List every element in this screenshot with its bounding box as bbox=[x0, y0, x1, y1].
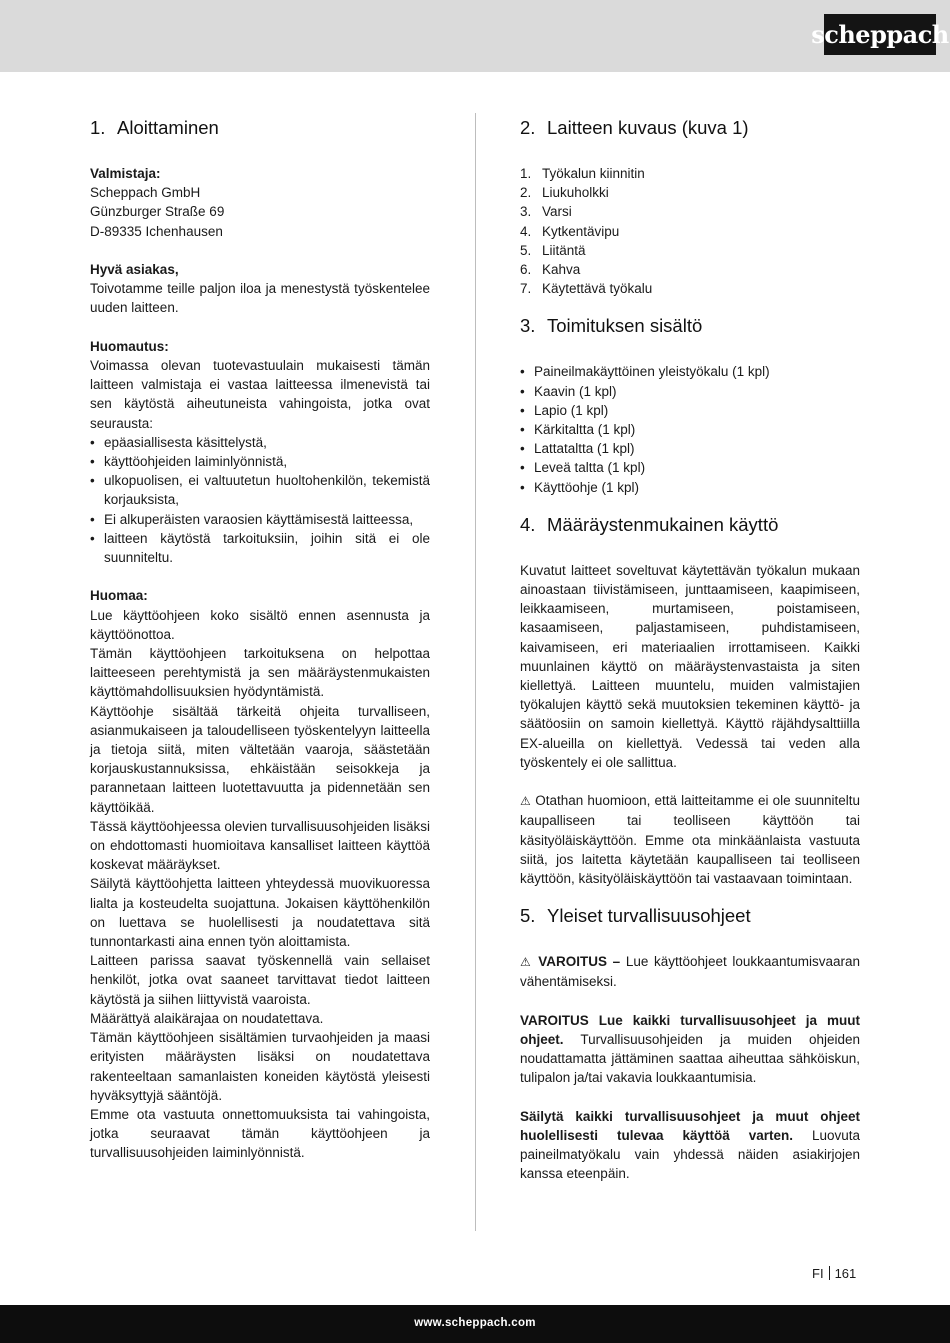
read-instructions-paragraph: VAROITUS Lue kaikki turvallisuusohjeet ja muut ohjeet. Turvallisuusohjeiden ja muiden ohjeiden noudattamatta jättäminen saattaa aiheuttaa sähköiskun, tulipalon ja/tai vakavia loukkaantumisia. bbox=[520, 1012, 860, 1086]
list-item: • laitteen käytöstä tarkoituksiin, joihin sitä ei ole suunniteltu. bbox=[90, 529, 430, 567]
notice-heading: Huomautus: bbox=[90, 338, 169, 354]
footer-url[interactable]: www.scheppach.com bbox=[414, 1317, 536, 1329]
list-item: 2. Liukuholkki bbox=[520, 185, 609, 201]
list-item: • Kärkitaltta (1 kpl) bbox=[520, 420, 860, 439]
note-paragraph: Määrättyä alaikärajaa on noudatettava. bbox=[90, 1010, 324, 1026]
notice-text: Voimassa olevan tuotevastuulain mukaisesti tämän laitteen valmistaja ei vastaa laitteessa ilmenevistä tai sen käytöstä aiheutuneista vahingoista, jotka ovat seurausta: bbox=[90, 358, 430, 431]
section-3-heading: 3. Toimituksen sisältö bbox=[520, 315, 703, 337]
list-item: • Kaavin (1 kpl) bbox=[520, 382, 860, 401]
footer-bar bbox=[0, 1305, 950, 1343]
left-column bbox=[90, 116, 430, 1163]
delivery-list bbox=[520, 362, 860, 496]
list-item: • Leveä taltta (1 kpl) bbox=[520, 458, 860, 477]
dear-customer-heading: Hyvä asiakas, bbox=[90, 262, 179, 277]
header-bar bbox=[0, 0, 950, 72]
list-item: 5. Liitäntä bbox=[520, 242, 586, 258]
list-item: 7. Käytettävä työkalu bbox=[520, 281, 653, 297]
note-paragraph: Tässä käyttöohjeessa olevien turvallisuusohjeiden lisäksi on ehdottomasti huomioitava kansalliset laitteen käyttöä koskevat määräykset. bbox=[90, 818, 430, 873]
page-number: FI 161 bbox=[812, 1266, 857, 1281]
note-paragraph: Säilytä käyttöohjetta laitteen yhteydessä muovikuoressa lialta ja kosteudelta suojattuna. Jokaisen käyttöhenkilön on luettava se huolellisesti ja noudatettava sitä tunnontarkasti aina ennen työn aloittamista. bbox=[90, 876, 430, 950]
list-item: 6. Kahva bbox=[520, 262, 581, 278]
parts-list bbox=[520, 164, 860, 298]
warning-icon: ⚠ bbox=[520, 955, 533, 970]
dear-customer-text: Toivotamme teille paljon iloa ja menestystä työskentelee uuden laitteen. bbox=[90, 281, 430, 316]
list-item: • Käyttöohje (1 kpl) bbox=[520, 478, 860, 497]
manufacturer-line: D-89335 Ichenhausen bbox=[90, 223, 223, 239]
list-item: • Lattataltta (1 kpl) bbox=[520, 439, 860, 458]
note-paragraph: Tämän käyttöohjeen tarkoituksena on helpottaa laitteeseen perehtymistä ja sen määräystenmukaisten käyttömahdollisuuksien hyödyntämistä. bbox=[90, 646, 430, 700]
list-item: • ulkopuolisen, ei valtuutetun huoltohenkilön, tekemistä korjauksista, bbox=[90, 471, 430, 509]
note-paragraph: Käyttöohje sisältää tärkeitä ohjeita turvalliseen, asianmukaiseen ja taloudelliseen työskentelyyn laitteella ja tietoja siitä, miten vältetään vaaroja, säästetään korjauskustannuksissa, ehkäistään seisokkeja ja parannetaan laitteen luotettavuutta ja pidennetään sen käyttöikää. bbox=[90, 703, 430, 815]
manufacturer-line: Günzburger Straße 69 bbox=[90, 204, 225, 220]
keep-instructions-paragraph: Säilytä kaikki turvallisuusohjeet ja muut ohjeet huolellisesti tulevaa käyttöä varten. Luovuta paineilmatyökalu vain yhdessä näiden asiakirjojen kanssa eteenpäin. bbox=[520, 1108, 860, 1182]
note-paragraph: Emme ota vastuuta onnettomuuksista tai vahingoista, jotka seuraavat tämän käyttöohjeen ja turvallisuusohjeiden laiminlyönnistä. bbox=[90, 1106, 430, 1161]
manufacturer-heading: Valmistaja: bbox=[90, 166, 161, 181]
note-heading: Huomaa: bbox=[90, 588, 148, 604]
list-item: 3. Varsi bbox=[520, 204, 572, 220]
section-2-heading: 2. Laitteen kuvaus (kuva 1) bbox=[520, 117, 749, 138]
warning-paragraph: ⚠ VAROITUS – Lue käyttöohjeet loukkaantumisvaaran vähentämiseksi. bbox=[520, 954, 860, 990]
list-item: 4. Kytkentävipu bbox=[520, 223, 620, 239]
list-item: • epäasiallisesta käsittelystä, bbox=[90, 433, 430, 452]
list-item: 1. Työkalun kiinnitin bbox=[520, 166, 645, 181]
list-item: • käyttöohjeiden laiminlyönnistä, bbox=[90, 452, 430, 471]
notice-list bbox=[90, 433, 430, 567]
section-5-heading: 5. Yleiset turvallisuusohjeet bbox=[520, 905, 751, 927]
section-1-heading: 1. Aloittaminen bbox=[90, 117, 219, 138]
list-item: • Paineilmakäyttöinen yleistyökalu (1 kpl) bbox=[520, 362, 860, 381]
note-paragraph: Tämän käyttöohjeen sisältämien turvaohjeiden ja maasi erityisten määräysten lisäksi on noudatettava rakenteeltaan samanlaisten koneiden käytöstä yleisesti hyväksyttyjä sääntöjä. bbox=[90, 1030, 430, 1103]
note-paragraph: Lue käyttöohjeen koko sisältö ennen asennusta ja käyttöönottoa. bbox=[90, 607, 430, 642]
right-column bbox=[520, 116, 860, 1184]
commercial-use-note: ⚠ Otathan huomioon, että laitteitamme ei ole suunniteltu kaupalliseen tai teolliseen käyttöön tai käsityöläiskäyttöön. Emme ota minkäänlaista vastuuta siitä, jos laitetta käytetään kaupalliseen tai teolliseen käyttöön, käsityöläiskäyttöön tai vastaavaan toimintaan. bbox=[520, 793, 860, 887]
scheppach-logo: scheppach bbox=[824, 14, 936, 55]
section-4-heading: 4. Määräystenmukainen käyttö bbox=[520, 513, 779, 535]
column-divider bbox=[475, 113, 476, 1231]
manufacturer-line: Scheppach GmbH bbox=[90, 185, 201, 201]
intended-use-text: Kuvatut laitteet soveltuvat käytettävän työkalun mukaan ainoastaan tiivistämiseen, junttaamiseen, kaapimiseen, leikkaamiseen, murtamiseen, poistamiseen, kasaamiseen, paljastamiseen, puhdistamiseen, kaivamiseen, eri materiaalien irrottamiseen. Kaikki muunlainen käyttö on määräystenvastaista ja siten kiellettyä. Laitteen muuntelu, muiden valmistajien työkalujen käyttö sekä muutoksien tekeminen käyttö- ja säätöosiin on samoin kiellettyä. Käyttö räjähdysalttiilla EX-alueilla on kiellettyä. Vedessä tai veden alla työskentely ei ole sallittua. bbox=[520, 562, 860, 770]
list-item: • Lapio (1 kpl) bbox=[520, 401, 860, 420]
note-paragraph: Laitteen parissa saavat työskennellä vain sellaiset henkilöt, jotka ovat saaneet tarvittavat tiedot laitteen käytöstä ja siihen liittyvistä vaaroista. bbox=[90, 953, 430, 1007]
list-item: • Ei alkuperäisten varaosien käyttämisestä laitteessa, bbox=[90, 510, 430, 529]
warning-icon: ⚠ bbox=[520, 794, 532, 809]
